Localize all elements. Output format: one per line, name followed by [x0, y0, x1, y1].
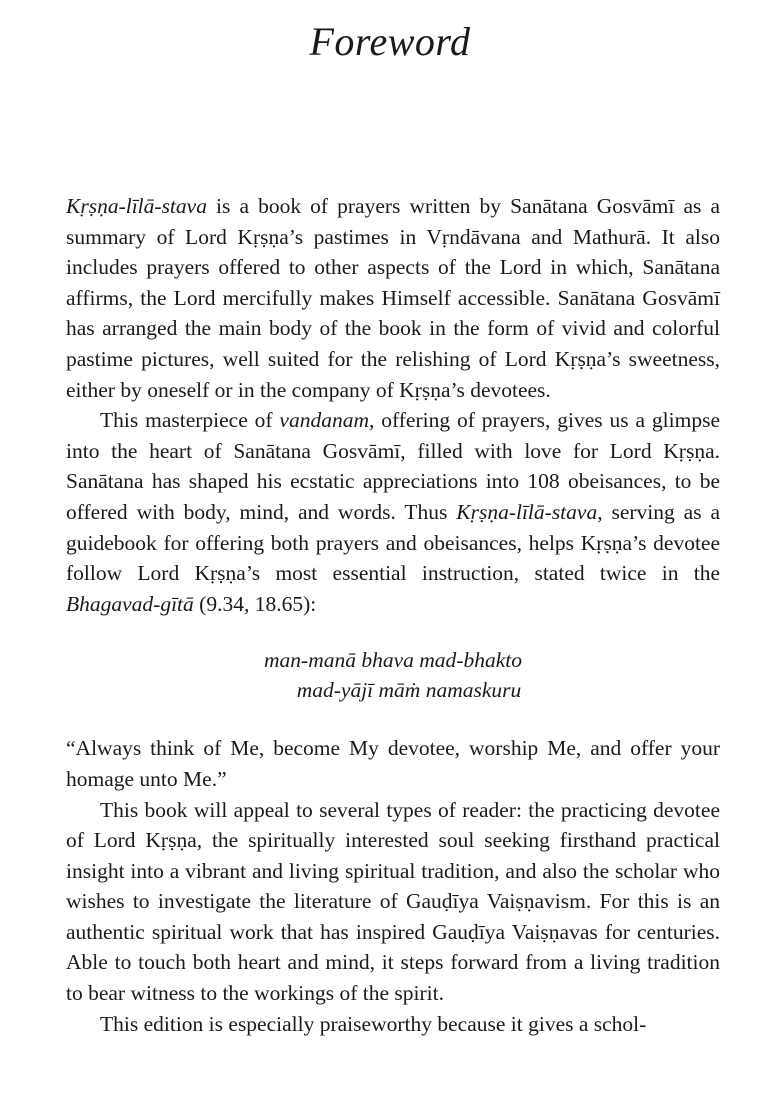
- paragraph-2: [66, 405, 720, 619]
- foreword-body: [66, 191, 720, 1039]
- paragraph-2-text-a: This masterpiece of: [100, 408, 280, 433]
- book-title-italic: Kṛṣṇa-līlā-stava: [66, 194, 207, 218]
- bhagavad-gita-title: Bhagavad-gītā: [66, 591, 194, 616]
- book-title-italic-2: Kṛṣṇa-līlā-stava: [456, 499, 598, 524]
- paragraph-2-text-d: (9.34, 18.65):: [193, 591, 317, 616]
- paragraph-2-text-b: , offering of prayers, gives us a glimpse into the heart of Sanātana Gosvāmī, filled with love for Lord Kṛṣṇa. Sanātana has shaped his ecstatic appreciations into 108 obeisances, to be offered with body, mind, and words. Thus: [66, 408, 720, 524]
- paragraph-4: This book will appeal to several types of reader: the practicing devotee of Lord Kṛṣṇa, the spiritually interested soul seeking firsthand practical insight into a vibrant and living spiritual tradition, and also the scholar who wishes to investigate the literature of Gauḍīya Vaiṣṇavism. For this is an authentic spiritual work that has inspired Gauḍīya Vaiṣṇavas for centuries. Able to touch both heart and mind, it steps forward from a living tradition to bear witness to the workings of the spirit.: [66, 797, 720, 1006]
- sanskrit-verse: [66, 645, 720, 705]
- paragraph-1-text: is a book of prayers written by Sanātana Gosvāmī as a summary of Lord Kṛṣṇa’s pastimes in Vṛndāvana and Mathurā. It also includes prayers offered to other aspects of the Lord in which, Sanātana affirms, the Lord mercifully makes Himself accessible. Sanātana Gosvāmī has arranged the main body of the book in the form of vivid and colorful pastime pictures, well suited for the relishing of Lord Kṛṣṇa’s sweetness, either by oneself or in the company of Kṛṣṇa’s devotees.: [66, 194, 720, 402]
- paragraph-1: [66, 191, 720, 405]
- paragraph-5: This edition is especially praiseworthy because it gives a schol-: [100, 1011, 647, 1036]
- paragraph-2-text-c: , serving as a guidebook for offering both prayers and obeisances, helps Kṛṣṇa’s devotee follow Lord Kṛṣṇa’s most essential instruction, stated twice in the: [66, 499, 720, 586]
- page-title: Foreword: [309, 19, 471, 64]
- term-vandanam: vandanam: [279, 408, 369, 433]
- verse-line-2: mad-yājī māṁ namaskuru: [296, 678, 522, 703]
- verse-line-1: man-manā bhava mad-bhakto: [264, 648, 522, 673]
- paragraph-3-translation: “Always think of Me, become My devotee, worship Me, and offer your homage unto Me.”: [66, 736, 720, 791]
